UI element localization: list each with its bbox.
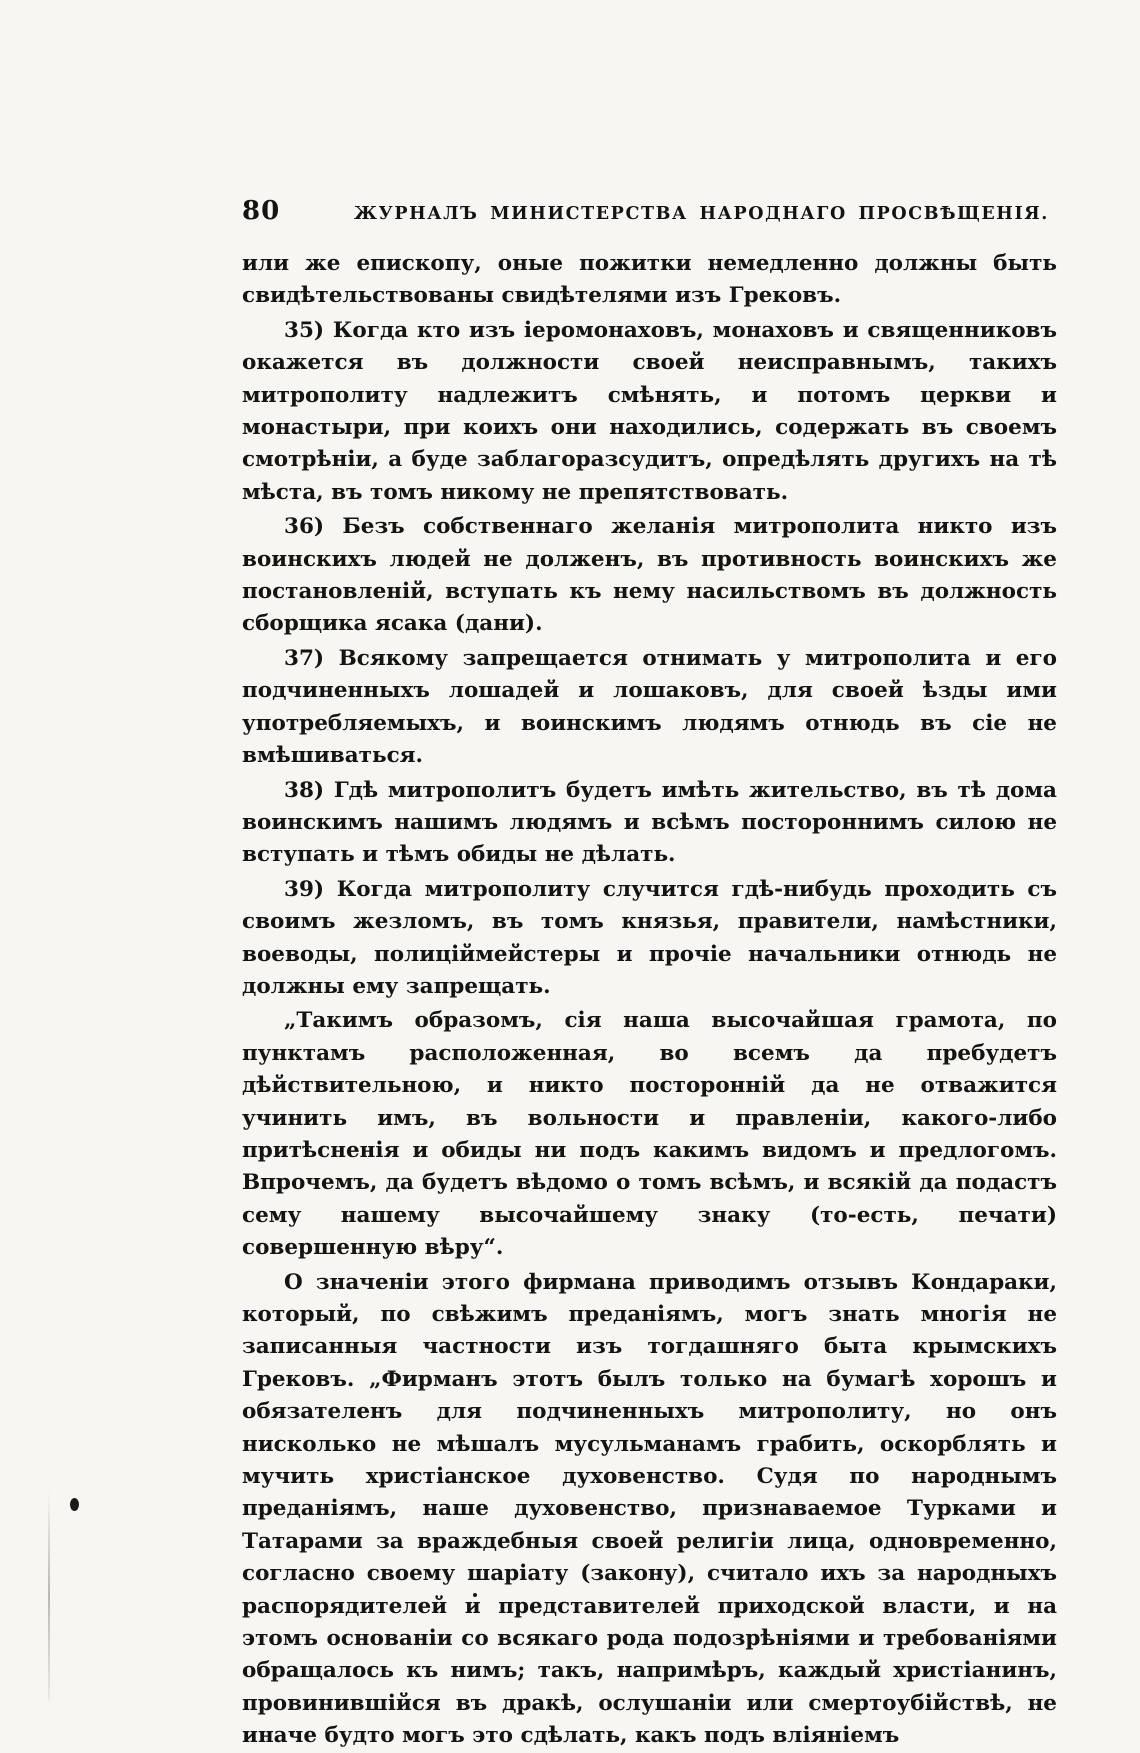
ink-speck (70, 1498, 79, 1511)
paragraph-article-37: 37) Всякому запрещается отнимать у митрополита и его подчиненныхъ лошадей и лошаковъ, для своей ѣзды ими употребляемыхъ, и воинскимъ людямъ отнюдь въ сіе не вмѣшиваться. (242, 645, 1057, 769)
paragraph-article-35: 35) Когда кто изъ іеромонаховъ, монаховъ и священниковъ окажется въ должности своей неисправнымъ, такихъ митрополиту надлежитъ смѣнять, и потомъ церкви и монастыри, при коихъ они находились, содержать въ своемъ смотрѣніи, а буде заблагоразсудитъ, опредѣлять другихъ на тѣ мѣста, въ томъ никому не препятствовать. (242, 317, 1057, 505)
paragraph-kondaraki-commentary: О значеніи этого фирмана приводимъ отзывъ Кондараки, который, по свѣжимъ преданіямъ, могъ знать многія не записанныя частности изъ тогдашняго быта крымскихъ Грековъ. „Фирманъ этотъ былъ только на бумагѣ хорошъ и обязателенъ для подчиненныхъ митрополиту, но онъ нисколько не мѣшалъ мусульманамъ грабить, оскорблять и мучить христіанское духовенство. Судя по народнымъ преданіямъ, наше духовенство, признаваемое Турками и Татарами за враждебныя своей религіи лица, одновременно, согласно своему шаріату (закону), считало ихъ за народныхъ распорядителей и представителей приходской власти, и на этомъ основаніи со всякаго рода подозрѣніями и требованіями обращалось къ нимъ; такъ, напримѣръ, каждый христіанинъ, провинившійся въ дракѣ, ослушаніи или смертоубійствѣ, не иначе будто могъ это сдѣлать, какъ подъ вліяніемъ (242, 1269, 1057, 1749)
paragraph-decree-closing: „Такимъ образомъ, сія наша высочайшая грамота, по пунктамъ расположенная, во всемъ да пребудетъ дѣйствительною, и никто постороннiй да не отважится учинить имъ, въ вольности и правленіи, какого-либо притѣсненія и обиды ни подъ какимъ видомъ и предлогомъ. Впрочемъ, да будетъ вѣдомо о томъ всѣмъ, и всякій да подастъ сему нашему высочайшему знаку (то-есть, печати) совершенную вѣру“. (242, 1008, 1057, 1261)
running-title: ЖУРНАЛЪ МИНИСТЕРСТВА НАРОДНАГО ПРОСВѢЩЕНІЯ. (354, 204, 1049, 224)
scan-margin-shadow (48, 1490, 50, 1700)
paragraph-article-38: 38) Гдѣ митрополитъ будетъ имѣть жительство, въ тѣ дома воинскимъ нашимъ людямъ и всѣмъ постороннимъ силою не вступать и тѣмъ обиды не дѣлать. (242, 777, 1057, 868)
page-header (242, 196, 1057, 226)
body-text (242, 248, 1057, 1753)
page-number: 80 (242, 196, 281, 226)
paragraph-article-36: 36) Безъ собственнаго желанія митрополита никто изъ воинскихъ людей не долженъ, въ противность воинскихъ же постановленій, вступать къ нему насильствомъ въ должность сборщика ясака (дани). (242, 514, 1057, 637)
paragraph-continued: или же епископу, оные пожитки немедленно должны быть свидѣтельствованы свидѣтелями изъ Грековъ. (242, 251, 1057, 309)
paragraph-article-39: 39) Когда митрополиту случится гдѣ-нибудь проходить съ своимъ жезломъ, въ томъ князья, правители, намѣстники, воеводы, полиціймейстеры и прочіе начальники отнюдь не должны ему запрещать. (242, 876, 1057, 999)
